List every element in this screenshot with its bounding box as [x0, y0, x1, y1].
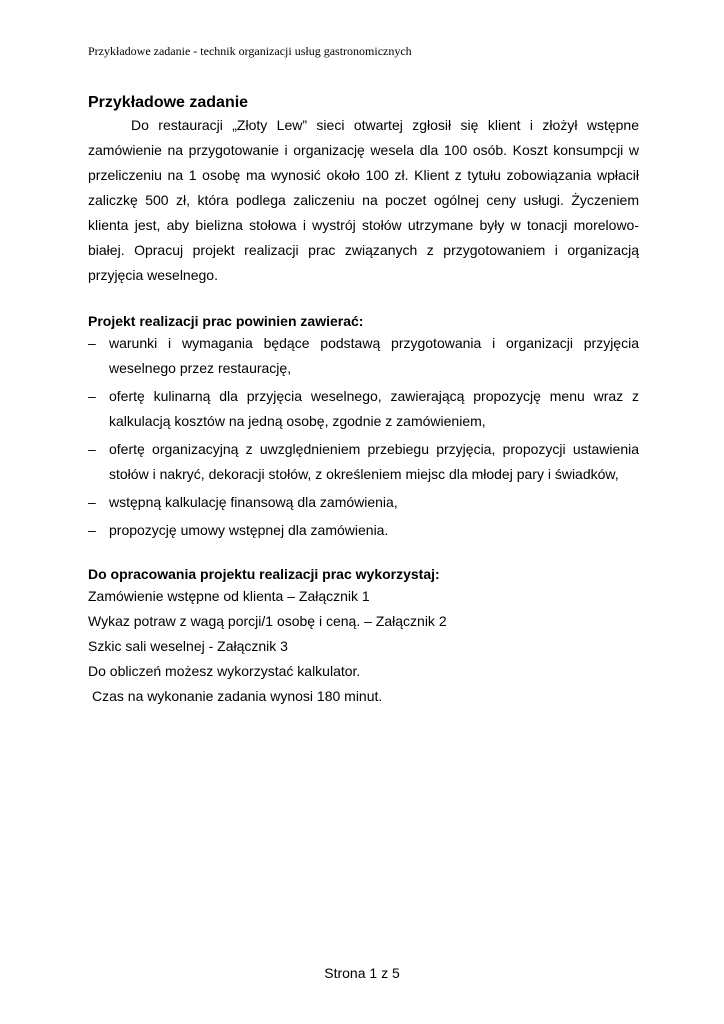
- list-dash: –: [88, 335, 96, 351]
- materials-list: [88, 584, 639, 709]
- requirement-text: warunki i wymagania będące podstawą przygotowania i organizacji przyjęcia weselnego przez restaurację,: [109, 335, 639, 376]
- list-dash: –: [88, 441, 96, 457]
- running-header: Przykładowe zadanie - technik organizacji usług gastronomicznych: [88, 44, 412, 58]
- requirement-item: [88, 490, 639, 515]
- requirement-text: ofertę organizacyjną z uwzględnieniem przebiegu przyjęcia, propozycji ustawienia stołów i nakryć, dekoracji stołów, z określeniem miejsc dla młodej pary i świadków,: [109, 441, 639, 482]
- requirement-item: [88, 437, 639, 487]
- task-title: Przykładowe zadanie: [88, 94, 249, 111]
- requirement-text: wstępną kalkulację finansową dla zamówienia,: [109, 494, 398, 510]
- requirement-text: ofertę kulinarną dla przyjęcia weselnego, zawierającą propozycję menu wraz z kalkulacją kosztów na jedną osobę, zgodnie z zamówieniem,: [109, 388, 639, 429]
- page-number: Strona 1 z 5: [324, 965, 400, 981]
- task-intro-paragraph: Do restauracji „Złoty Lew” sieci otwartej zgłosił się klient i złożył wstępne zamówienie na przygotowanie i organizację wesela dla 100 osób. Koszt konsumpcji w przeliczeniu na 1 osobę ma wynosić około 100 zł. Klient z tytułu zobowiązania wpłacił zaliczkę 500 zł, która podlega zaliczeniu na poczet ogólnej ceny usługi. Życzeniem klienta jest, aby bielizna stołowa i wystrój stołów utrzymane były w tonacji morelowo-białej. Opracuj projekt realizacji prac związanych z przygotowaniem i organizacją przyjęcia weselnego.: [88, 117, 639, 283]
- requirement-item: [88, 331, 639, 381]
- list-dash: –: [88, 494, 96, 510]
- material-item: Do obliczeń możesz wykorzystać kalkulator.: [88, 663, 361, 679]
- requirements-list: [88, 331, 639, 543]
- list-dash: –: [88, 388, 96, 404]
- material-item: Zamówienie wstępne od klienta – Załącznik 1: [88, 588, 370, 604]
- materials-heading: Do opracowania projektu realizacji prac wykorzystaj:: [88, 566, 440, 582]
- requirement-item: [88, 518, 639, 543]
- task-content: [88, 93, 639, 709]
- requirements-heading: Projekt realizacji prac powinien zawierać:: [88, 313, 364, 329]
- list-dash: –: [88, 522, 96, 538]
- requirement-text: propozycję umowy wstępnej dla zamówienia.: [109, 522, 389, 538]
- requirement-item: [88, 384, 639, 434]
- material-item: Czas na wykonanie zadania wynosi 180 minut.: [92, 688, 383, 704]
- material-item: Szkic sali weselnej - Załącznik 3: [88, 638, 288, 654]
- material-item: Wykaz potraw z wagą porcji/1 osobę i ceną. – Załącznik 2: [88, 613, 447, 629]
